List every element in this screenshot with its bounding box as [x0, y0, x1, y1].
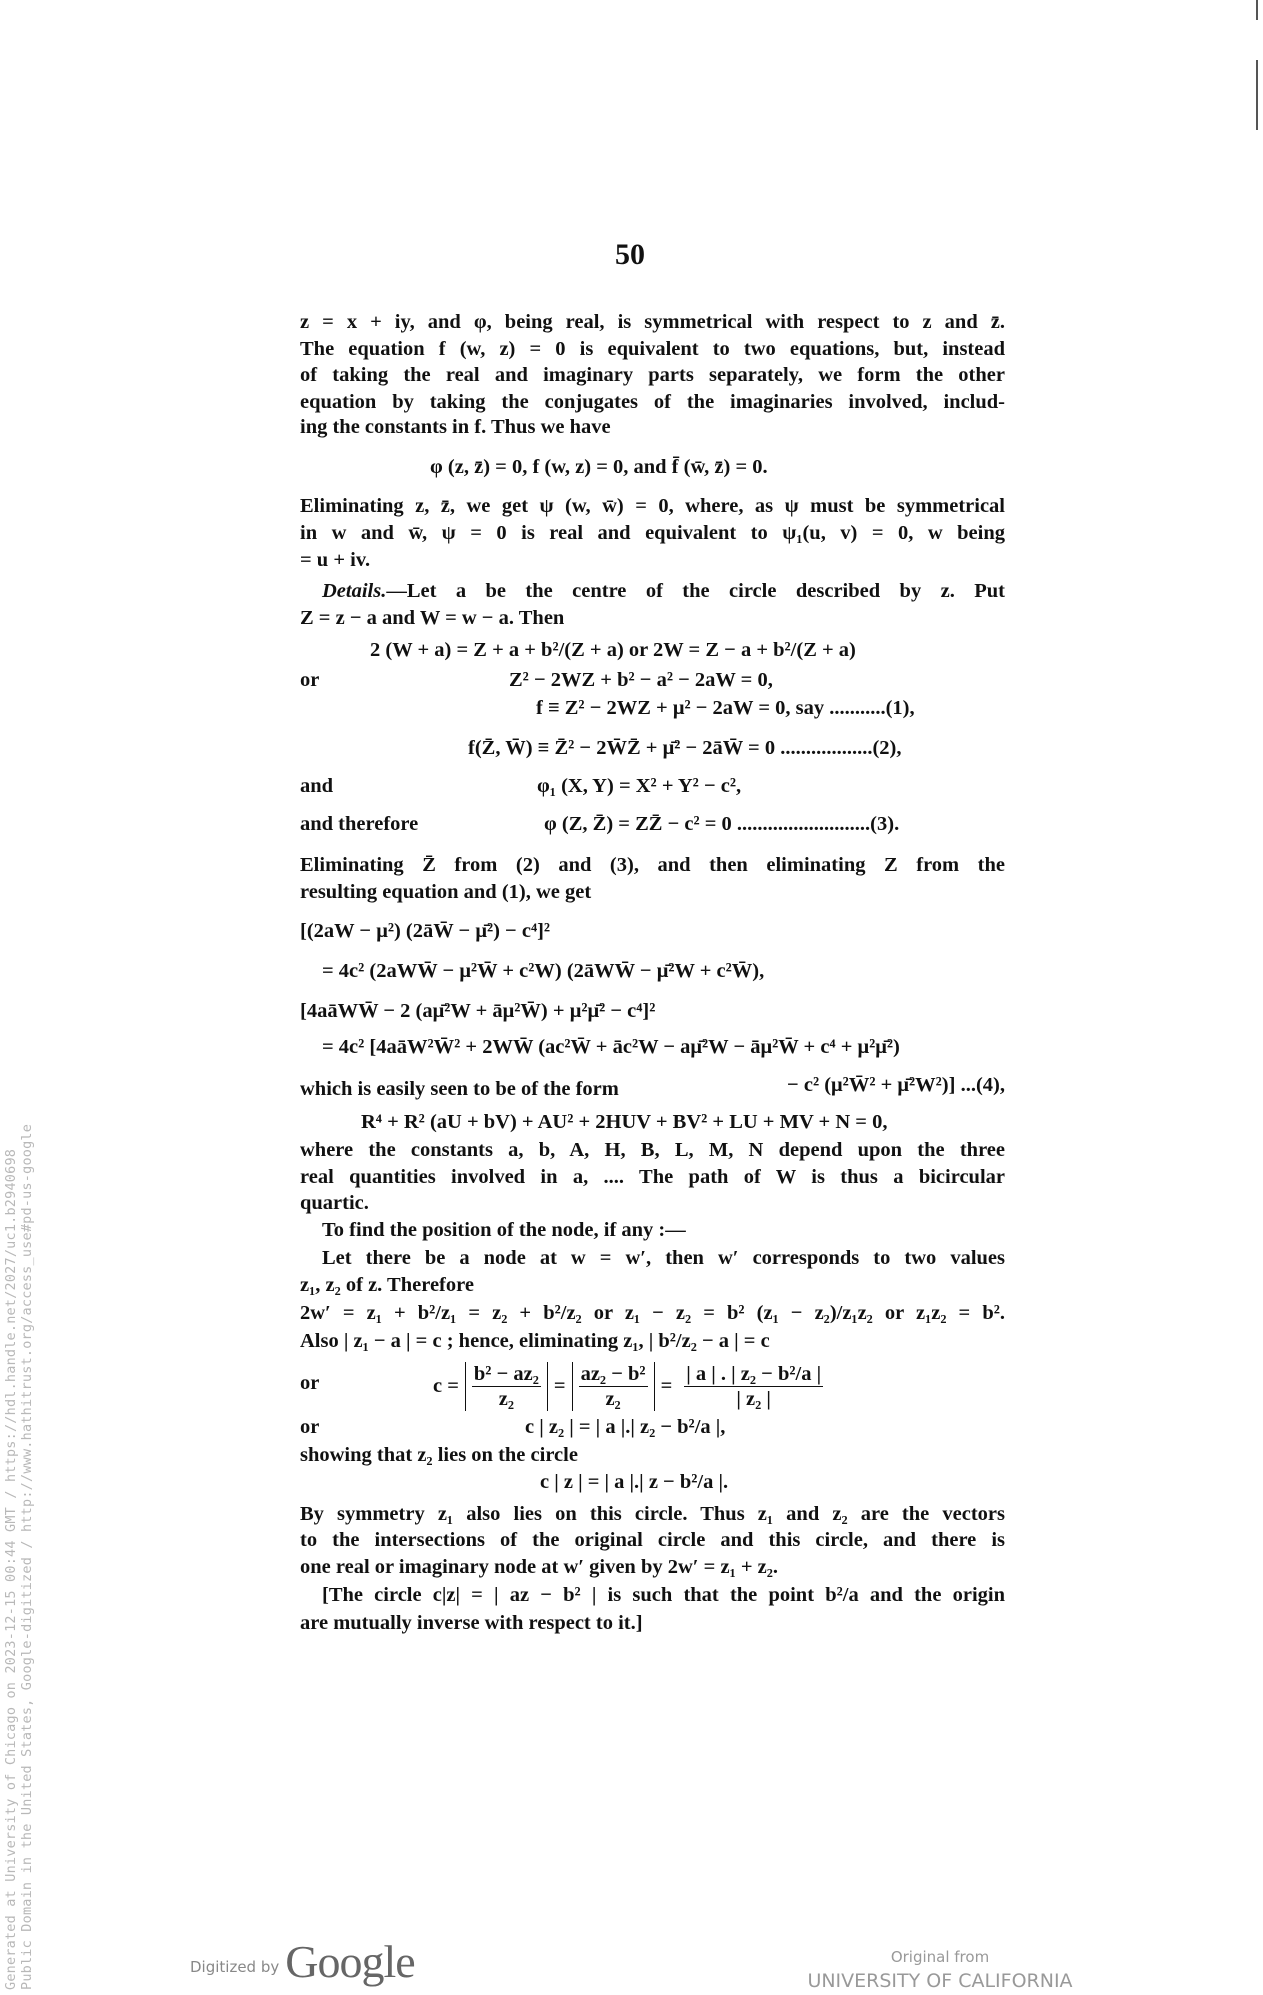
equation: φ₁ (X, Y) = X² + Y² − c²,	[537, 775, 742, 797]
fraction	[572, 1362, 655, 1411]
text-line: Z = z − a and W = w − a. Then	[300, 607, 565, 629]
original-from-label: Original from	[890, 1948, 990, 1966]
fraction-equation	[433, 1362, 829, 1411]
text-line: z₁, z₂ of z. Therefore	[300, 1274, 474, 1296]
equation: R⁴ + R² (aU + bV) + AU² + 2HUV + BV² + LU + MV + N = 0,	[361, 1111, 888, 1133]
text-line: = u + iv.	[300, 549, 371, 571]
denominator: z₂	[498, 1388, 515, 1410]
label: and therefore	[300, 813, 419, 835]
italic-heading: Details.	[322, 580, 387, 602]
text-line: showing that z₂ lies on the circle	[300, 1444, 578, 1466]
scan-edge-mark	[1256, 60, 1258, 130]
equation-3: φ (Z, Z̄) = ZZ̄ − c² = 0 ..........................(3).	[544, 813, 900, 835]
watermark-line-1: Generated at University of Chicago on 2023-12-15 00:44 GMT / https://hdl.handle.net/2027/uc1.b2940698	[3, 1148, 19, 1990]
google-logo: Google	[285, 1936, 415, 1987]
equation: c | z₂ | = | a |.| z₂ − b²/a |,	[525, 1416, 726, 1438]
text-line: By symmetry z₁ also lies on this circle. Thus z₁ and z₂ are the vectors	[300, 1503, 1005, 1525]
digitized-by-label: Digitized by	[190, 1958, 280, 1976]
text-line: Eliminating z, z̄, we get ψ (w, w̄) = 0, where, as ψ must be symmetrical	[300, 495, 1005, 517]
equation-1: f ≡ Z² − 2WZ + μ² − 2aW = 0, say ...........(1),	[536, 697, 915, 719]
label: or	[300, 1416, 320, 1438]
text-line: in w and w̄, ψ = 0 is real and equivalent to ψ₁(u, v) = 0, w being	[300, 522, 1005, 544]
denominator: z₂	[605, 1388, 621, 1410]
text-line: equation by taking the conjugates of the imaginaries involved, includ-	[300, 391, 1005, 413]
text-line: z = x + iy, and φ, being real, is symmetrical with respect to z and z̄.	[300, 311, 1005, 333]
equation-4: − c² (μ²W̄² + μ̄²W²)] ...(4),	[787, 1074, 1005, 1096]
text-line: to the intersections of the original circle and this circle, and there is	[300, 1529, 1005, 1551]
numerator: | a | . | z₂ − b²/a |	[686, 1363, 822, 1385]
equation: = 4c² [4aāW²W̄² + 2WW̄ (ac²W̄ + āc²W − aμ̄²W − āμ²W̄ + c⁴ + μ²μ̄²)	[322, 1036, 900, 1058]
text-line: [The circle c|z| = | az − b² | is such that the point b²/a and the origin	[322, 1584, 1005, 1606]
text-line: are mutually inverse with respect to it.]	[300, 1612, 643, 1634]
text: —Let a be the centre of the circle described by z. Put	[386, 580, 1005, 602]
text-line: of taking the real and imaginary parts separately, we form the other	[300, 364, 1005, 386]
denominator: | z₂ |	[736, 1388, 771, 1410]
institution-name: UNIVERSITY OF CALIFORNIA	[807, 1970, 1073, 1992]
text-line: 2w′ = z₁ + b²/z₁ = z₂ + b²/z₂ or z₁ − z₂ = b² (z₁ − z₂)/z₁z₂ or z₁z₂ = b².	[300, 1302, 1005, 1324]
equation-2: f(Z̄, W̄) ≡ Z̄² − 2W̄Z̄ + μ̄² − 2āW̄ = 0 ..................(2),	[468, 737, 902, 759]
equation: φ (z, z̄) = 0, f (w, z) = 0, and f̄ (w̄, z̄) = 0.	[430, 456, 768, 478]
text-line: To find the position of the node, if any :—	[322, 1219, 686, 1241]
equation: [(2aW − μ²) (2āW̄ − μ̄²) − c⁴]²	[300, 920, 551, 942]
text-line: where the constants a, b, A, H, B, L, M, N depend upon the three	[300, 1139, 1005, 1161]
watermark-line-2: Public Domain in the United States, Google-digitized / http://www.hathitrust.org/access_use#pd-us-google	[19, 1123, 35, 1990]
text-line: real quantities involved in a, .... The path of W is thus a bicircular	[300, 1166, 1005, 1188]
page-number: 50	[615, 238, 645, 271]
text-line: one real or imaginary node at w′ given by 2w′ = z₁ + z₂.	[300, 1556, 779, 1578]
numerator: az₂ − b²	[580, 1363, 646, 1385]
equation: 2 (W + a) = Z + a + b²/(Z + a) or 2W = Z − a + b²/(Z + a)	[370, 639, 856, 661]
text-line: resulting equation and (1), we get	[300, 881, 592, 903]
label: or	[300, 669, 320, 691]
text-line: Let there be a node at w = w′, then w′ corresponds to two values	[322, 1247, 1005, 1269]
equation: = 4c² (2aWW̄ − μ²W̄ + c²W) (2āWW̄ − μ̄²W + c²W̄),	[322, 960, 765, 982]
original-from	[790, 1948, 1090, 1992]
text-line	[322, 578, 1005, 604]
text-line: Also | z₁ − a | = c ; hence, eliminating z₁, | b²/z₂ − a | = c	[300, 1330, 770, 1352]
text-line: which is easily seen to be of the form	[300, 1078, 619, 1100]
equation: Z² − 2WZ + b² − a² − 2aW = 0,	[509, 669, 773, 691]
text-line: quartic.	[300, 1192, 369, 1214]
text: =	[553, 1375, 566, 1397]
equation: c | z | = | a |.| z − b²/a |.	[540, 1471, 729, 1493]
fraction	[678, 1362, 829, 1411]
equation: [4aāWW̄ − 2 (aμ̄²W + āμ²W̄) + μ²μ̄² − c⁴]²	[300, 1000, 656, 1022]
text: =	[660, 1375, 673, 1397]
label: or	[300, 1372, 320, 1394]
fraction	[465, 1362, 548, 1411]
scan-edge-mark	[1256, 0, 1258, 20]
text-line: Eliminating Z̄ from (2) and (3), and then eliminating Z from the	[300, 854, 1005, 876]
label: and	[300, 775, 334, 797]
text-line: ing the constants in f. Thus we have	[300, 416, 611, 438]
text-line: The equation f (w, z) = 0 is equivalent to two equations, but, instead	[300, 338, 1005, 360]
numerator: b² − az₂	[473, 1363, 539, 1385]
text: c =	[433, 1375, 459, 1397]
digitized-by-google	[190, 1935, 415, 1988]
